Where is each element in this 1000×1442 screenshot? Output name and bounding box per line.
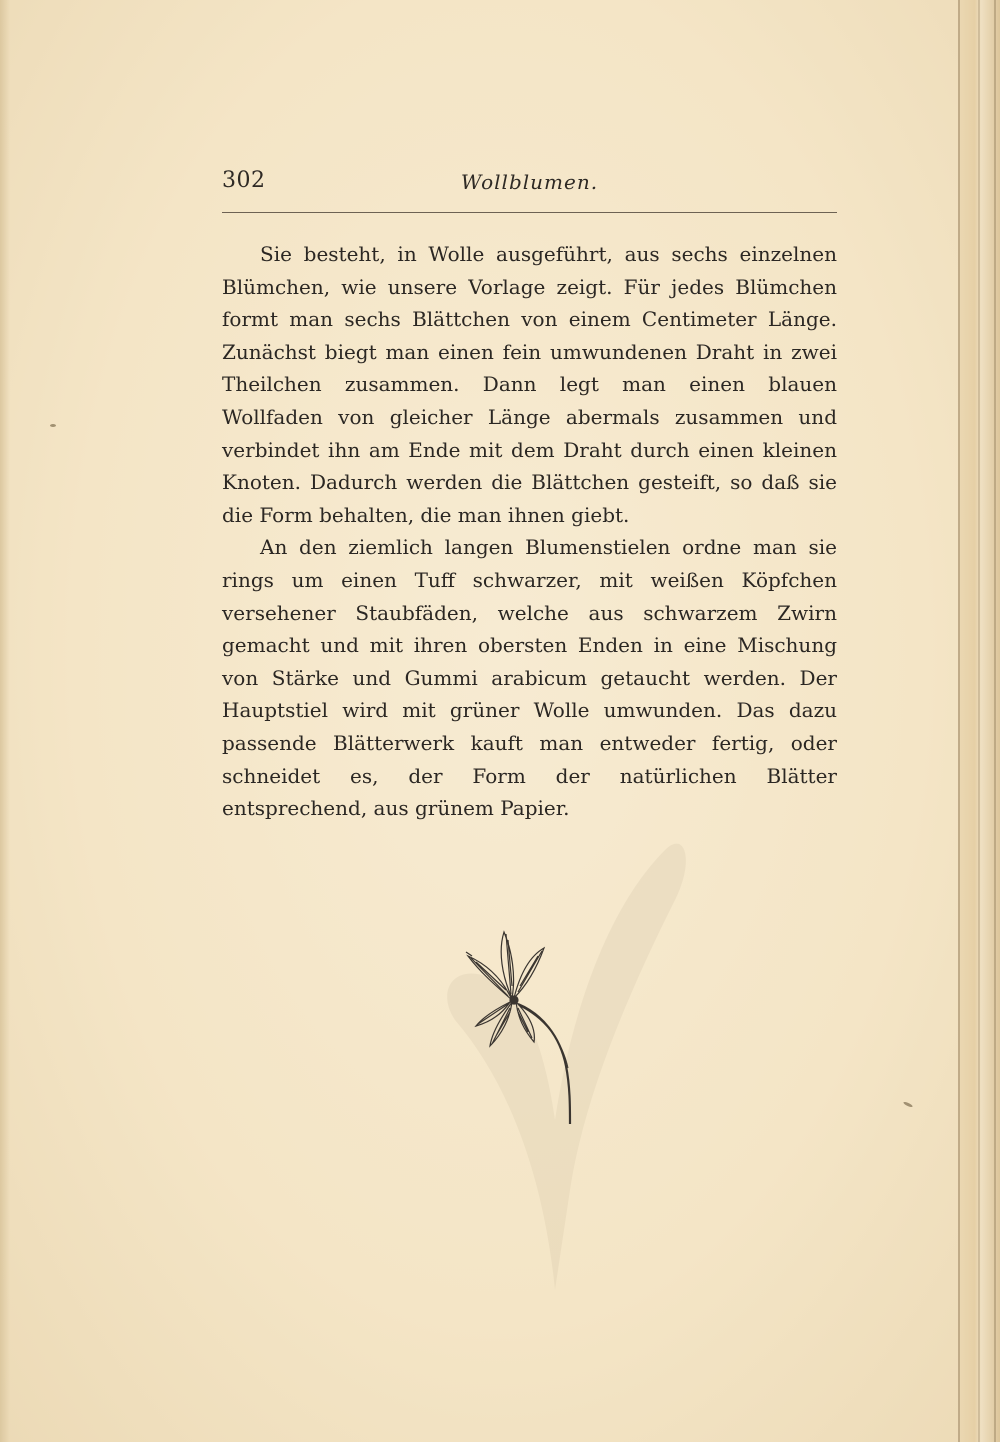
page-edges: [958, 0, 1000, 1442]
paragraph: Sie besteht, in Wolle ausgeführt, aus sechs einzelnen Blümchen, wie unsere Vorlage zeigt. Für jedes Blümchen formt man sechs Blättchen von einem Centimeter Länge. Zunächst biegt man einen fein umwundenen Draht in zwei Theilchen zusammen. Dann legt man einen blauen Wollfaden von gleicher Länge abermals zusammen und verbindet ihn am Ende mit dem Draht durch einen kleinen Knoten. Dadurch werden die Blättchen gesteift, so daß sie die Form behalten, die man ihnen giebt.: [222, 242, 837, 527]
page-number: 302: [222, 168, 266, 193]
page-edge-line: [994, 0, 996, 1442]
page-edge-line: [958, 0, 960, 1442]
wool-flower-illustration: [462, 926, 582, 1126]
paper-speck: [50, 424, 56, 427]
paper-speck: [903, 1101, 913, 1108]
page-edge-line: [978, 0, 980, 1442]
running-title: Wollblumen.: [460, 170, 599, 194]
page-header: [222, 168, 837, 200]
body-text: [222, 238, 837, 825]
binding-shadow: [0, 0, 10, 1442]
paragraph: An den ziemlich langen Blumenstielen ordne man sie rings um einen Tuff schwarzer, mit weißen Köpfchen versehener Staubfäden, welche aus schwarzem Zwirn gemacht und mit ihren obersten Enden in eine Mischung von Stärke und Gummi arabicum getaucht werden. Der Hauptstiel wird mit grüner Wolle umwunden. Das dazu passende Blätterwerk kauft man entweder fertig, oder schneidet es, der Form der natürlichen Blätter entsprechend, aus grünem Papier.: [222, 535, 837, 821]
header-rule: [222, 212, 837, 213]
